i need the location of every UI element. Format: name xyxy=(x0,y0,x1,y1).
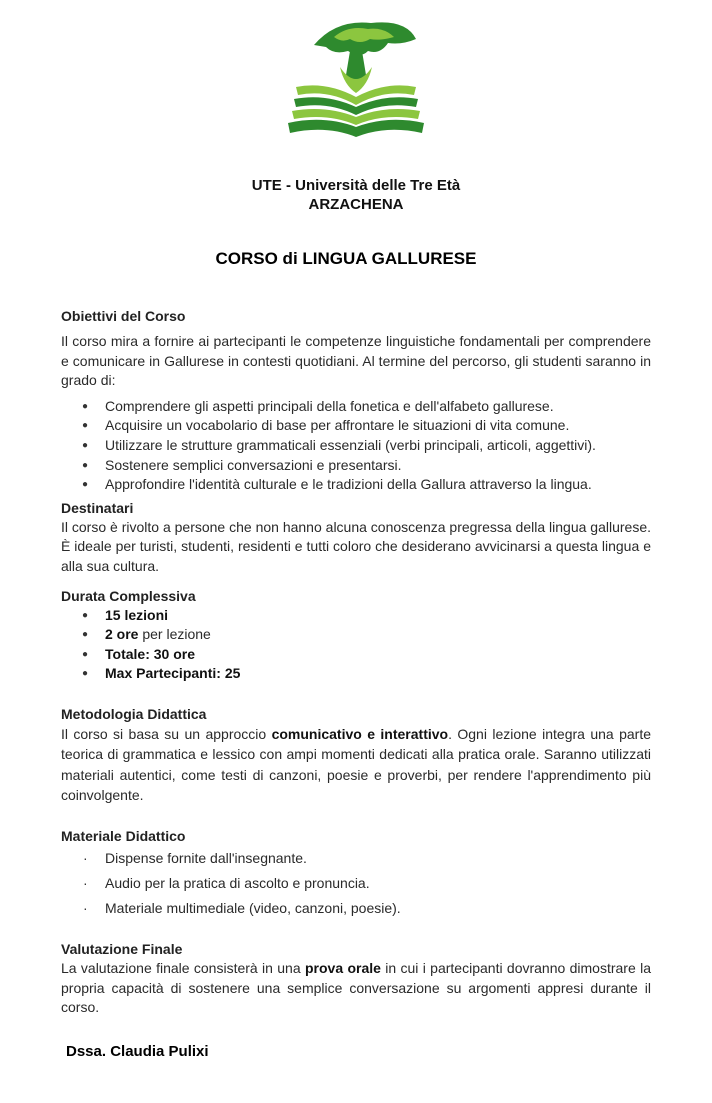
document-title: CORSO di LINGUA GALLURESE xyxy=(215,249,477,268)
section-heading-obiettivi: Obiettivi del Corso xyxy=(61,308,186,324)
destinatari-text: Il corso è rivolto a persone che non hanno alcuna conoscenza pregressa della lingua gallurese. È ideale per turisti, studenti, residenti e tutti coloro che desiderano avvicinarsi a questa lingua e alla sua cultura. xyxy=(61,518,651,574)
valutazione-text: La valutazione finale consisterà in una prova orale in cui i partecipanti dovranno dimostrare la propria capacità di sostenere una semplice conversazione su argomenti appresi durante il corso. xyxy=(61,959,651,1016)
org-line-1: UTE - Università delle Tre Età xyxy=(251,177,461,194)
list-item: · Materiale multimediale (video, canzoni, poesie). xyxy=(61,896,651,921)
obiettivi-list xyxy=(61,397,651,495)
metodologia-text: Il corso si basa su un approccio comunicativo e interattivo. Ogni lezione integra una parte teorica di grammatica e lessico con ampi momenti dedicati alla pratica orale. Saranno utilizzati materiali autentici, come testi di canzoni, poesie e proverbi, per rendere l'apprendimento più coinvolgente. xyxy=(61,725,652,804)
list-item: ● Comprendere gli aspetti principali della fonetica e dell'alfabeto gallurese. xyxy=(61,397,651,417)
section-heading-metodologia: Metodologia Didattica xyxy=(61,705,207,722)
section-heading-valutazione: Valutazione Finale xyxy=(61,940,183,957)
list-item: ● 15 lezioni xyxy=(61,606,651,626)
list-item: ● Acquisire un vocabolario di base per affrontare le situazioni di vita comune. xyxy=(61,416,651,436)
obiettivi-intro: Il corso mira a fornire ai partecipanti le competenze linguistiche fondamentali per comprendere e comunicare in Gallurese in contesti quotidiani. Al termine del percorso, gli studenti saranno in grado di: xyxy=(61,333,651,389)
durata-list xyxy=(61,606,651,684)
section-heading-durata: Durata Complessiva xyxy=(61,587,196,604)
list-item: ● Approfondire l'identità culturale e le tradizioni della Gallura attraverso la lingua. xyxy=(61,475,651,495)
ute-logo xyxy=(0,15,712,155)
section-heading-destinatari: Destinatari xyxy=(61,499,134,516)
document-body xyxy=(61,306,651,1018)
list-item: ● Sostenere semplici conversazioni e presentarsi. xyxy=(61,456,651,476)
materiale-list xyxy=(61,846,651,921)
list-item: · Audio per la pratica di ascolto e pronuncia. xyxy=(61,871,651,896)
list-item: ● Totale: 30 ore xyxy=(61,645,651,665)
list-item: · Dispense fornite dall'insegnante. xyxy=(61,846,651,871)
list-item: ● Utilizzare le strutture grammaticali essenziali (verbi principali, articoli, aggettivi). xyxy=(61,436,651,456)
org-line-2: ARZACHENA xyxy=(308,196,404,213)
signature: Dssa. Claudia Pulixi xyxy=(66,1043,209,1060)
list-item: ● Max Partecipanti: 25 xyxy=(61,664,651,684)
book-tree-logo-icon xyxy=(276,15,436,155)
organization-name xyxy=(0,176,712,214)
list-item: ● 2 ore per lezione xyxy=(61,625,651,645)
section-heading-materiale: Materiale Didattico xyxy=(61,827,186,844)
